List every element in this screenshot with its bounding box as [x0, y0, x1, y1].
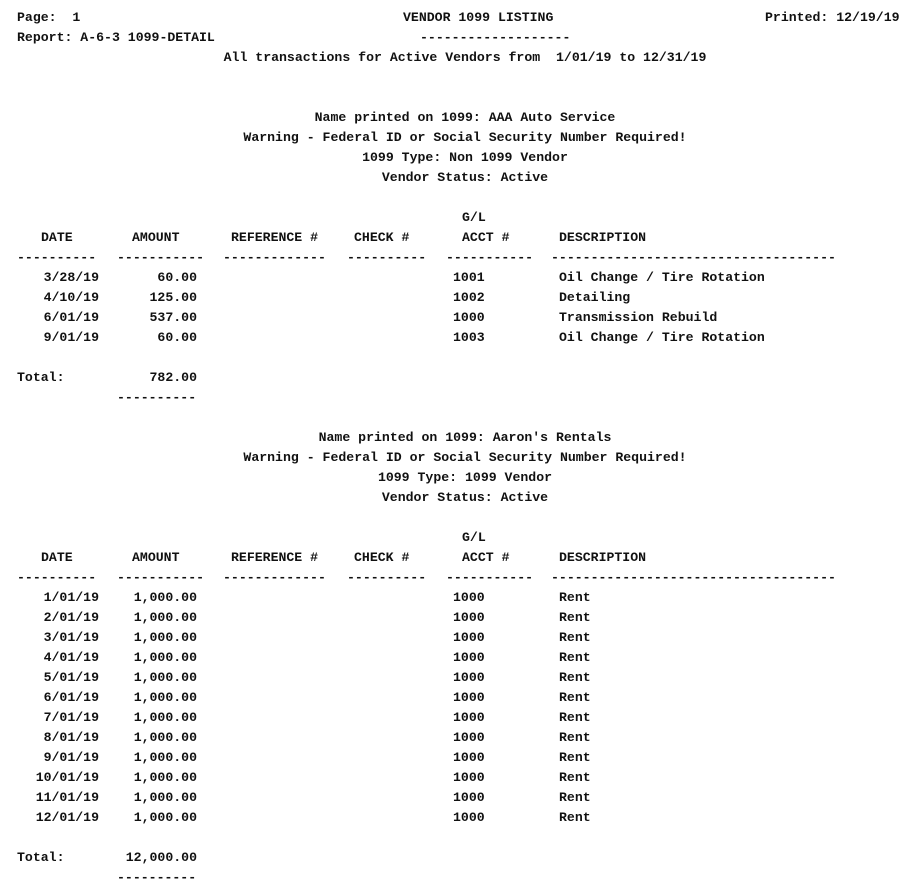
- row-gl-acct: 1001: [453, 270, 485, 285]
- vendor-warning: Warning - Federal ID or Social Security Number Required!: [243, 450, 687, 465]
- vendor-status: Vendor Status: Active: [381, 170, 549, 185]
- row-date: 9/01/19: [43, 330, 99, 345]
- vendor-name-line: Name printed on 1099: AAA Auto Service: [314, 110, 616, 125]
- total-underline: ----------: [117, 390, 197, 405]
- row-amount: 60.00: [157, 270, 197, 285]
- row-gl-acct: 1000: [453, 610, 485, 625]
- row-amount: 1,000.00: [133, 590, 197, 605]
- row-amount: 1,000.00: [133, 610, 197, 625]
- row-date: 1/01/19: [43, 590, 99, 605]
- column-header-gl: G/L: [462, 210, 486, 225]
- row-gl-acct: 1000: [453, 730, 485, 745]
- row-gl-acct: 1000: [453, 810, 485, 825]
- column-header-description: DESCRIPTION: [559, 550, 647, 565]
- column-header-date: DATE: [41, 550, 73, 565]
- row-gl-acct: 1000: [453, 790, 485, 805]
- row-description: Rent: [559, 670, 591, 685]
- column-header-date: DATE: [41, 230, 73, 245]
- column-header-reference: REFERENCE #: [231, 230, 319, 245]
- row-description: Rent: [559, 790, 591, 805]
- row-description: Rent: [559, 590, 591, 605]
- vendor-warning: Warning - Federal ID or Social Security Number Required!: [243, 130, 687, 145]
- row-date: 5/01/19: [43, 670, 99, 685]
- row-description: Rent: [559, 690, 591, 705]
- row-amount: 1,000.00: [133, 670, 197, 685]
- row-description: Transmission Rebuild: [559, 310, 718, 325]
- column-separator: ----------: [17, 250, 97, 265]
- row-description: Oil Change / Tire Rotation: [559, 270, 765, 285]
- row-date: 9/01/19: [43, 750, 99, 765]
- row-gl-acct: 1000: [453, 630, 485, 645]
- column-separator: -------------: [223, 570, 326, 585]
- row-amount: 1,000.00: [133, 770, 197, 785]
- row-date: 11/01/19: [35, 790, 99, 805]
- row-amount: 537.00: [149, 310, 197, 325]
- column-header-reference: REFERENCE #: [231, 550, 319, 565]
- column-separator: -----------: [117, 570, 205, 585]
- row-description: Rent: [559, 610, 591, 625]
- row-description: Rent: [559, 810, 591, 825]
- row-amount: 1,000.00: [133, 650, 197, 665]
- row-amount: 1,000.00: [133, 690, 197, 705]
- row-date: 7/01/19: [43, 710, 99, 725]
- row-gl-acct: 1000: [453, 650, 485, 665]
- row-date: 3/01/19: [43, 630, 99, 645]
- row-gl-acct: 1000: [453, 770, 485, 785]
- column-header-amount: AMOUNT: [132, 230, 180, 245]
- column-separator: -------------: [223, 250, 326, 265]
- row-gl-acct: 1000: [453, 750, 485, 765]
- vendor-status: Vendor Status: Active: [381, 490, 549, 505]
- row-amount: 1,000.00: [133, 730, 197, 745]
- row-date: 6/01/19: [43, 690, 99, 705]
- report-title: VENDOR 1099 LISTING: [403, 10, 554, 25]
- vendor-name-line: Name printed on 1099: Aaron's Rentals: [318, 430, 612, 445]
- column-header-acct: ACCT #: [462, 550, 510, 565]
- total-label: Total:: [17, 370, 65, 385]
- column-separator: -----------: [446, 250, 534, 265]
- column-separator: -----------: [117, 250, 205, 265]
- row-date: 4/01/19: [43, 650, 99, 665]
- row-amount: 1,000.00: [133, 630, 197, 645]
- printed-date: Printed: 12/19/19: [765, 10, 900, 25]
- row-date: 3/28/19: [43, 270, 99, 285]
- row-description: Rent: [559, 630, 591, 645]
- report-subtitle: All transactions for Active Vendors from 1/01/19 to 12/31/19: [223, 50, 707, 65]
- column-separator: -----------: [446, 570, 534, 585]
- column-header-check: CHECK #: [354, 550, 410, 565]
- column-header-check: CHECK #: [354, 230, 410, 245]
- row-description: Detailing: [559, 290, 631, 305]
- row-date: 2/01/19: [43, 610, 99, 625]
- row-gl-acct: 1000: [453, 310, 485, 325]
- row-amount: 125.00: [149, 290, 197, 305]
- row-description: Oil Change / Tire Rotation: [559, 330, 765, 345]
- total-amount: 12,000.00: [125, 850, 197, 865]
- column-separator: ----------: [347, 570, 427, 585]
- row-date: 10/01/19: [35, 770, 99, 785]
- row-gl-acct: 1002: [453, 290, 485, 305]
- row-gl-acct: 1003: [453, 330, 485, 345]
- title-underline: -------------------: [420, 30, 571, 45]
- column-header-amount: AMOUNT: [132, 550, 180, 565]
- row-amount: 1,000.00: [133, 750, 197, 765]
- row-gl-acct: 1000: [453, 710, 485, 725]
- row-description: Rent: [559, 730, 591, 745]
- row-date: 8/01/19: [43, 730, 99, 745]
- vendor-1099-type: 1099 Type: 1099 Vendor: [377, 470, 553, 485]
- row-gl-acct: 1000: [453, 590, 485, 605]
- row-description: Rent: [559, 750, 591, 765]
- total-amount: 782.00: [149, 370, 197, 385]
- row-gl-acct: 1000: [453, 690, 485, 705]
- column-separator: ------------------------------------: [551, 250, 836, 265]
- row-description: Rent: [559, 650, 591, 665]
- row-gl-acct: 1000: [453, 670, 485, 685]
- column-separator: ------------------------------------: [551, 570, 836, 585]
- column-separator: ----------: [347, 250, 427, 265]
- row-date: 4/10/19: [43, 290, 99, 305]
- row-date: 6/01/19: [43, 310, 99, 325]
- page-number: Page: 1: [17, 10, 81, 25]
- column-separator: ----------: [17, 570, 97, 585]
- total-label: Total:: [17, 850, 65, 865]
- row-date: 12/01/19: [35, 810, 99, 825]
- vendor-1099-type: 1099 Type: Non 1099 Vendor: [362, 150, 568, 165]
- column-header-gl: G/L: [462, 530, 486, 545]
- row-amount: 60.00: [157, 330, 197, 345]
- report-id: Report: A-6-3 1099-DETAIL: [17, 30, 215, 45]
- row-amount: 1,000.00: [133, 790, 197, 805]
- row-description: Rent: [559, 770, 591, 785]
- column-header-acct: ACCT #: [462, 230, 510, 245]
- row-amount: 1,000.00: [133, 710, 197, 725]
- column-header-description: DESCRIPTION: [559, 230, 647, 245]
- total-underline: ----------: [117, 870, 197, 885]
- row-amount: 1,000.00: [133, 810, 197, 825]
- row-description: Rent: [559, 710, 591, 725]
